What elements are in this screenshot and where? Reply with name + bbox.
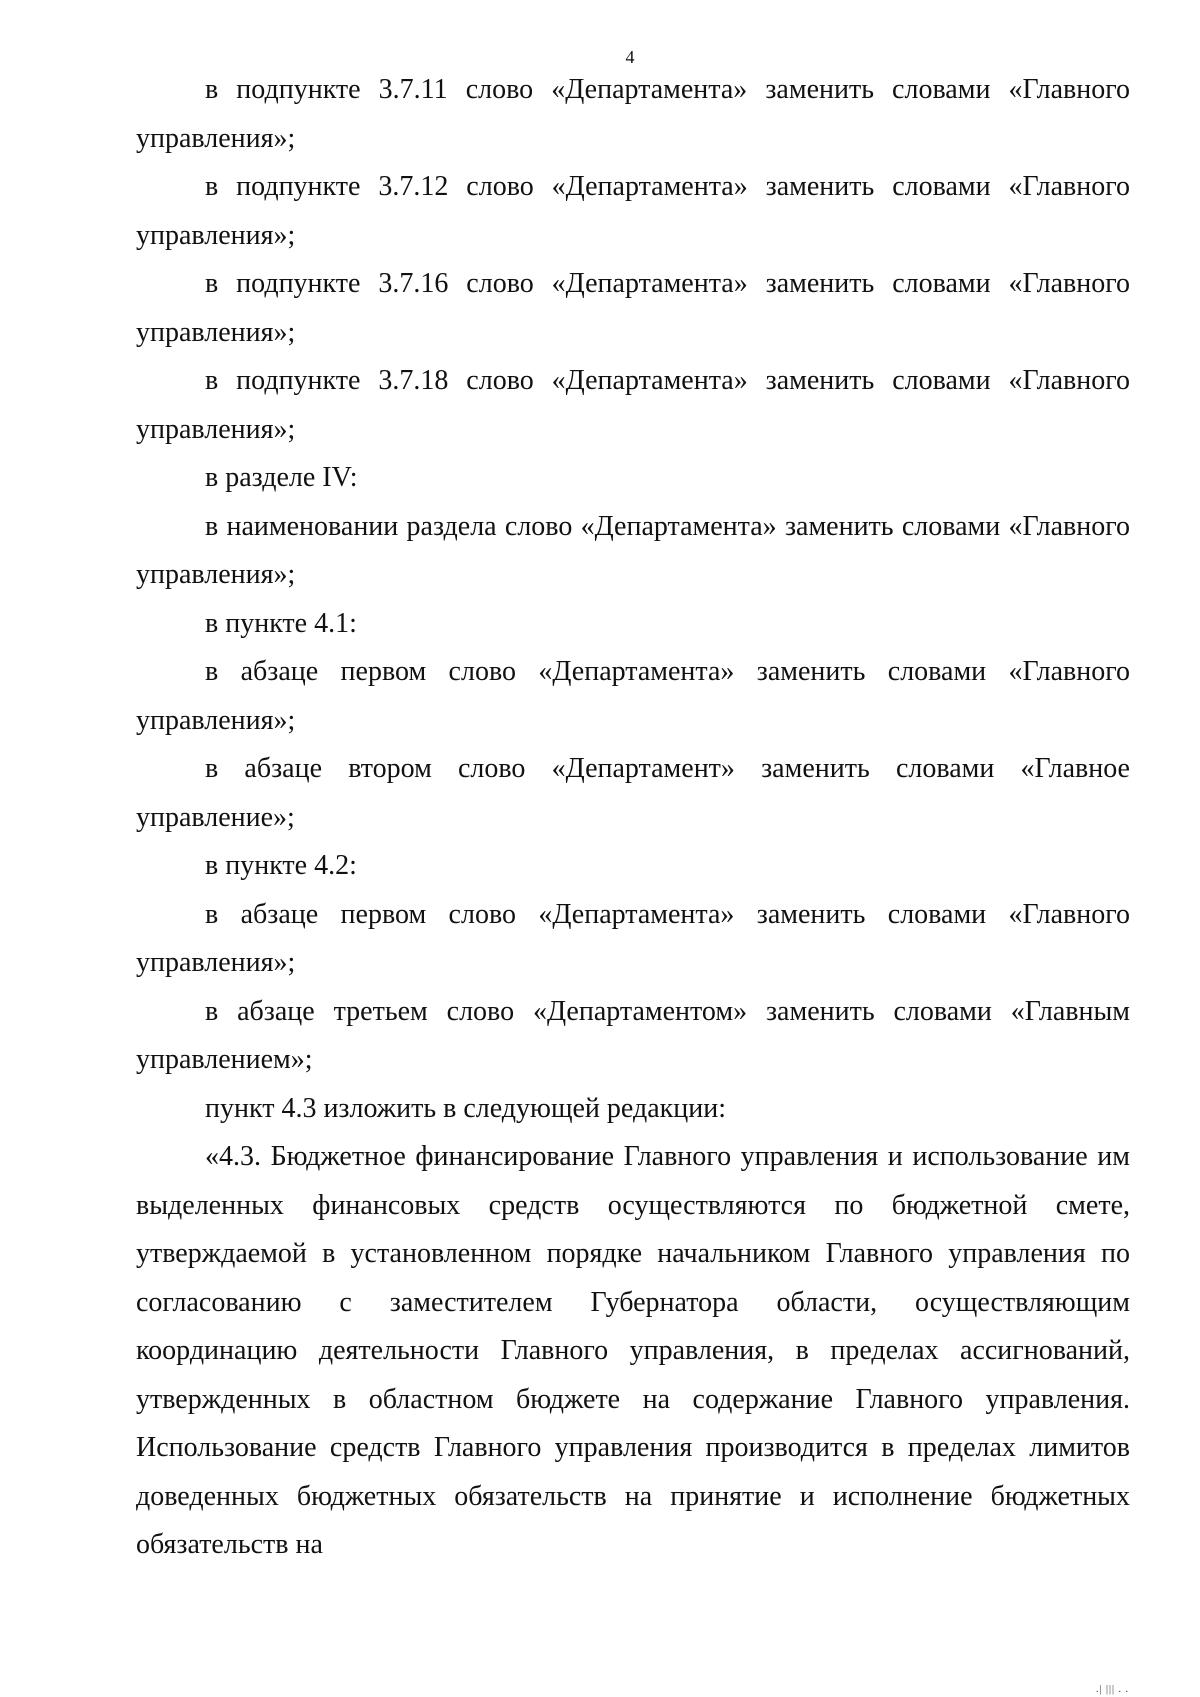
paragraph-4-2-third: в абзаце третьем слово «Департаментом» заменить словами «Главным управлением»; <box>136 995 1130 1075</box>
paragraph-subpoint-3-7-12: в подпункте 3.7.12 слово «Департамента» заменить словами «Главного управления»; <box>136 171 1130 251</box>
paragraph-subpoint-3-7-11: в подпункте 3.7.11 слово «Департамента» заменить словами «Главного управления»; <box>136 74 1130 154</box>
paragraph-point-4-3-text: «4.3. Бюджетное финансирование Главного управления и использование им выделенных финансовых средств осуществляются по бюджетной смете, утверждаемой в установленном порядке начальником Главного управления по согласованию с заместителем Губернатора области, осуществляющим координацию деятельности Главного управления, в пределах ассигнований, утвержденных в областном бюджете на содержание Главного управления. Использование средств Главного управления производится в пределах лимитов доведенных бюджетных обязательств на принятие и исполнение бюджетных обязательств на <box>136 1141 1130 1560</box>
scan-artifact-mark: .| ||| . . <box>1096 1684 1130 1695</box>
paragraph-section-title: в наименовании раздела слово «Департамента» заменить словами «Главного управления»; <box>136 510 1130 590</box>
page-number: 4 <box>625 47 635 67</box>
paragraph-point-4-2: в пункте 4.2: <box>205 850 357 881</box>
document-body <box>136 66 1130 1570</box>
paragraph-4-1-second: в абзаце втором слово «Департамент» заменить словами «Главное управление»; <box>136 753 1130 833</box>
paragraph-point-4-1: в пункте 4.1: <box>205 607 357 639</box>
paragraph-subpoint-3-7-18: в подпункте 3.7.18 слово «Департамента» заменить словами «Главного управления»; <box>136 365 1130 445</box>
paragraph-point-4-3-intro: пункт 4.3 изложить в следующей редакции: <box>205 1092 726 1124</box>
paragraph-4-2-first: в абзаце первом слово «Департамента» заменить словами «Главного управления»; <box>136 898 1130 978</box>
paragraph-subpoint-3-7-16: в подпункте 3.7.16 слово «Департамента» заменить словами «Главного управления»; <box>136 268 1130 348</box>
paragraph-4-1-first: в абзаце первом слово «Департамента» заменить словами «Главного управления»; <box>136 656 1130 736</box>
paragraph-section-iv: в разделе IV: <box>205 462 358 493</box>
